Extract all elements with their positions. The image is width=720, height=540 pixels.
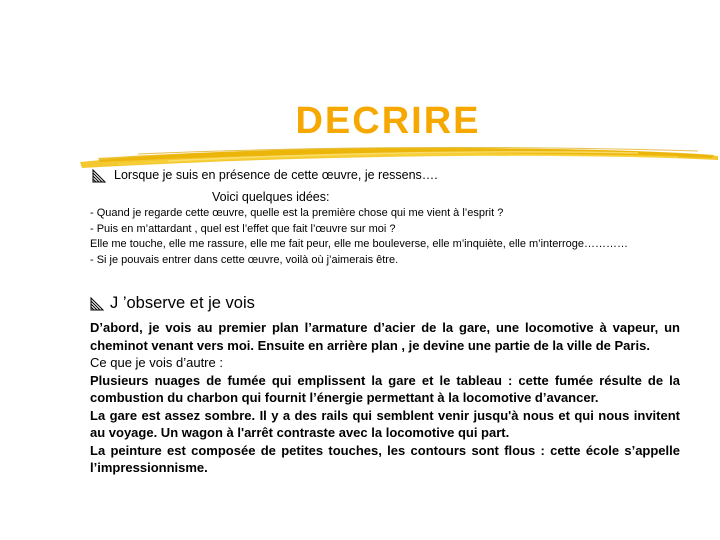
paragraph: La peinture est composée de petites touches, les contours sont flous : cette école s’appelle l’impressionnisme. xyxy=(90,442,680,475)
idea-line: - Puis en m’attardant , quel est l’effet que fait l’œuvre sur moi ? xyxy=(90,222,396,235)
paragraph: Ce que je vois d’autre : xyxy=(90,355,223,370)
observation-text xyxy=(90,319,680,477)
section2-heading xyxy=(90,294,255,313)
ideas-heading: Voici quelques idées: xyxy=(212,190,330,204)
section1-heading xyxy=(92,168,438,183)
striped-triangle-icon xyxy=(90,297,104,311)
yellow-brush-stroke xyxy=(78,138,720,172)
section2-heading-text: J ’observe et je vois xyxy=(110,294,255,312)
paragraph: Plusieurs nuages de fumée qui emplissent la gare et le tableau : cette fumée résulte de la combustion du charbon qui fournit l’énergie permettant à la locomotive d’avancer. xyxy=(90,372,680,405)
idea-line: - Si je pouvais entrer dans cette œuvre, voilà où j’aimerais être. xyxy=(90,253,399,266)
slide-title: DECRIRE xyxy=(295,100,481,142)
section1-heading-text: Lorsque je suis en présence de cette œuvre, je ressens…. xyxy=(114,168,438,182)
striped-triangle-icon xyxy=(92,169,106,183)
ideas-list xyxy=(90,206,710,268)
idea-line: - Quand je regarde cette œuvre, quelle est la première chose qui me vient à l’esprit ? xyxy=(90,207,504,219)
idea-line: Elle me touche, elle me rassure, elle me fait peur, elle me bouleverse, elle m’inquiète, elle m’interroge………… xyxy=(90,238,629,250)
paragraph: D’abord, je vois au premier plan l’armature d’acier de la gare, une locomotive à vapeur, un cheminot venant vers moi. Ensuite en arrière plan , je devine une partie de la ville de Paris. xyxy=(90,320,680,353)
paragraph: La gare est assez sombre. Il y a des rails qui semblent venir jusqu'à nous et qui nous invitent au voyage. Un wagon à l'arrêt contraste avec la locomotive qui part. xyxy=(90,407,680,440)
